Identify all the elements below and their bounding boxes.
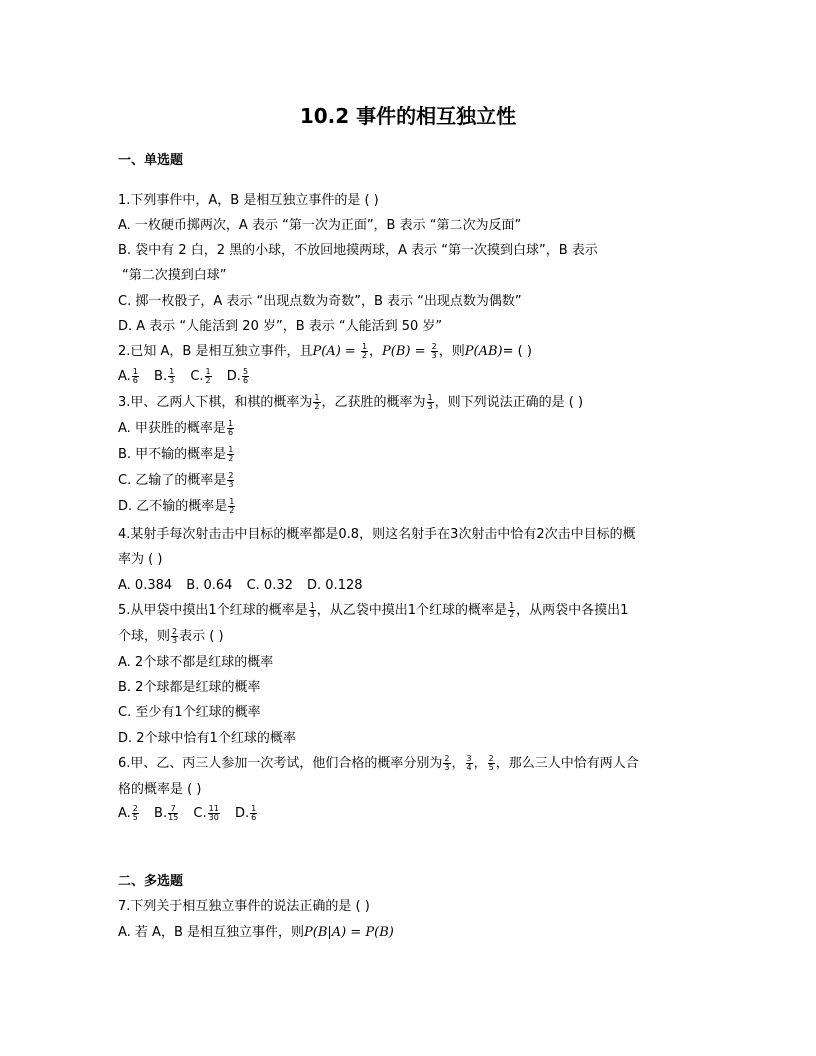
fraction-denominator: 2: [205, 376, 211, 385]
fraction-denominator: 3: [427, 402, 433, 411]
question-2-pb-fraction: [431, 343, 438, 360]
option-label: C.: [190, 369, 204, 384]
fraction-denominator: 15: [168, 813, 179, 822]
page-title: 10.2 事件的相互独立性: [299, 104, 517, 128]
question-2-separator: ，: [369, 344, 383, 359]
option-fraction: [250, 805, 257, 822]
question-6-option-d: [235, 805, 258, 823]
question-6-options: [118, 805, 258, 823]
question-1-option-c: C. 掷一枚骰子，A 表示 “出现点数为奇数”，B 表示 “出现点数为偶数”: [118, 294, 522, 309]
question-7-stem: 7.下列关于相互独立事件的说法正确的是 ( ): [118, 899, 370, 914]
question-4-option-b: B. 0.64: [186, 578, 233, 593]
question-4-option-c: C. 0.32: [246, 578, 293, 593]
question-2-stem: [118, 343, 532, 361]
fraction-numerator: 1: [427, 393, 433, 402]
fraction-denominator: 2: [509, 610, 515, 619]
fraction-denominator: 4: [466, 763, 472, 772]
fraction-numerator: 1: [228, 445, 234, 454]
question-2-option-d: [227, 368, 250, 386]
question-5-stem-part: ，从乙袋中摸出1个红球的概率是: [316, 603, 508, 618]
option-label: C.: [193, 806, 207, 821]
question-3-option-b: [118, 446, 235, 464]
question-6-stem: [118, 755, 639, 773]
question-6-option-b: [154, 805, 179, 823]
question-6-stem-part: 6.甲、乙、丙三人参加一次考试，他们合格的概率分别为: [118, 756, 443, 771]
question-6-option-c: [193, 805, 220, 823]
question-3-stem-part: ，乙获胜的概率为: [321, 395, 426, 410]
question-4-stem-continued: 率为 ( ): [118, 552, 163, 567]
question-1-option-d: D. A 表示 “人能活到 20 岁”，B 表示 “人能活到 50 岁”: [118, 319, 443, 334]
fraction-numerator: 2: [228, 471, 234, 480]
fraction-denominator: 3: [444, 763, 450, 772]
question-3-stem-part: ，则下列说法正确的是 ( ): [434, 395, 584, 410]
question-5-stem-part: 5.从甲袋中摸出1个红球的概率是: [118, 603, 308, 618]
fraction-denominator: 6: [251, 813, 257, 822]
question-1-option-b: B. 袋中有 2 白，2 黑的小球，不放回地摸两球，A 表示 “第一次摸到白球”，B 表示: [118, 243, 598, 258]
fraction-numerator: 2: [488, 754, 494, 763]
fraction-numerator: 1: [169, 367, 175, 376]
option-fraction: [227, 420, 234, 437]
fraction-numerator: 7: [168, 805, 178, 814]
fraction-numerator: 2: [172, 627, 178, 636]
fraction-numerator: 2: [132, 804, 138, 813]
question-2-option-c: [190, 368, 212, 386]
fraction-denominator: 3: [228, 480, 234, 489]
fraction-denominator: 6: [132, 376, 138, 385]
question-3-draw-fraction: [313, 394, 320, 411]
fraction-numerator: 1: [227, 419, 234, 428]
question-5-target-fraction: [171, 628, 178, 645]
fraction-denominator: 2: [228, 454, 234, 463]
question-1-option-b-continued: “第二次摸到白球”: [122, 268, 227, 283]
question-5-stem-part: 表示 ( ): [179, 629, 224, 644]
question-2-pa: P(A) =: [312, 344, 356, 359]
option-formula: P(B|A) = P(B): [304, 925, 394, 940]
option-label: A.: [118, 369, 131, 384]
fraction-numerator: 1: [314, 393, 320, 402]
question-5-option-c: C. 至少有1个红球的概率: [118, 705, 261, 720]
question-2-pa-fraction: [361, 343, 368, 360]
option-text: A. 若 A，B 是相互独立事件，则: [118, 925, 305, 940]
question-3-option-d: [118, 498, 236, 516]
question-5-bag-a-fraction: [309, 602, 316, 619]
option-text: B. 甲不输的概率是: [118, 447, 227, 462]
fraction-denominator: 3: [431, 351, 437, 360]
fraction-numerator: 1: [509, 601, 515, 610]
question-1-stem: 1.下列事件中，A，B 是相互独立事件的是 ( ): [118, 193, 379, 208]
fraction-numerator: 11: [208, 804, 219, 813]
question-2-stem-suffix: = ( ): [502, 344, 532, 359]
question-6-option-a: [118, 805, 140, 823]
question-3-option-a: [118, 420, 235, 438]
fraction-denominator: 6: [227, 428, 234, 437]
question-2-option-a: [118, 368, 140, 386]
option-fraction: [132, 805, 139, 822]
question-2-stem-prefix: 2.已知 A，B 是相互独立事件，且: [118, 344, 313, 359]
question-6-stem-part: ，那么三人中恰有两人合: [495, 756, 639, 771]
option-text: D. 乙不输的概率是: [118, 499, 228, 514]
option-text: C. 乙输了的概率是: [118, 473, 227, 488]
fraction-numerator: 3: [466, 754, 472, 763]
question-2-pab: P(AB): [464, 344, 503, 359]
question-5-option-a: A. 2个球不都是红球的概率: [118, 655, 274, 670]
fraction-numerator: 1: [361, 342, 368, 351]
question-3-win-fraction: [427, 394, 434, 411]
question-5-stem-part: 个球，则: [118, 629, 171, 644]
option-label: D.: [226, 369, 241, 384]
question-5-stem: [118, 602, 628, 620]
question-1-option-a: A. 一枚硬币掷两次，A 表示 “第一次为正面”，B 表示 “第二次为反面”: [118, 218, 522, 233]
question-5-stem-continued: [118, 628, 224, 646]
option-fraction: [205, 368, 212, 385]
question-6-fraction-1: [443, 755, 450, 772]
question-4-option-d: D. 0.128: [307, 578, 363, 593]
option-label: B.: [154, 806, 168, 821]
option-label: D.: [234, 806, 250, 821]
question-2-option-b: [154, 368, 176, 386]
fraction-denominator: 3: [309, 610, 315, 619]
question-5-bag-b-fraction: [508, 602, 515, 619]
section-heading-multiple-choice: 二、多选题: [118, 874, 184, 889]
fraction-numerator: 1: [251, 804, 257, 813]
option-label: A.: [118, 806, 131, 821]
fraction-numerator: 1: [309, 601, 315, 610]
option-fraction: [227, 446, 234, 463]
fraction-numerator: 5: [242, 367, 249, 376]
fraction-denominator: 6: [242, 376, 249, 385]
fraction-denominator: 2: [361, 351, 368, 360]
question-4-option-a: A. 0.384: [118, 578, 173, 593]
option-fraction: [168, 805, 178, 822]
fraction-numerator: 2: [444, 754, 450, 763]
fraction-denominator: 3: [169, 376, 175, 385]
question-2-then: ，则: [438, 344, 465, 359]
question-4-options: [118, 577, 363, 595]
fraction-numerator: 1: [229, 497, 235, 506]
question-6-separator: ，: [451, 756, 465, 771]
fraction-denominator: 30: [208, 813, 219, 822]
option-fraction: [228, 498, 235, 515]
option-label: B.: [154, 369, 168, 384]
question-7-option-a: [118, 924, 394, 942]
fraction-denominator: 2: [229, 506, 235, 515]
option-fraction: [227, 472, 234, 489]
fraction-denominator: 5: [132, 813, 138, 822]
question-5-option-d: D. 2个球中恰有1个红球的概率: [118, 731, 296, 746]
question-5-option-b: B. 2个球都是红球的概率: [118, 680, 261, 695]
option-fraction: [242, 368, 249, 385]
fraction-denominator: 3: [172, 636, 178, 645]
question-3-option-c: [118, 472, 235, 490]
section-heading-single-choice: 一、单选题: [118, 153, 184, 168]
question-6-fraction-3: [488, 755, 495, 772]
question-6-stem-continued: 格的概率是 ( ): [118, 782, 202, 797]
question-2-options: [118, 368, 250, 386]
option-text: A. 甲获胜的概率是: [118, 421, 226, 436]
question-3-stem: [118, 394, 583, 412]
option-fraction: [168, 368, 175, 385]
question-2-pb: P(B) =: [382, 344, 426, 359]
fraction-numerator: 1: [205, 367, 211, 376]
question-6-separator: ，: [473, 756, 487, 771]
question-5-stem-part: ，从两袋中各摸出1: [516, 603, 629, 618]
question-6-fraction-2: [466, 755, 473, 772]
fraction-denominator: 2: [314, 402, 320, 411]
fraction-numerator: 2: [431, 342, 437, 351]
question-3-stem-part: 3.甲、乙两人下棋，和棋的概率为: [118, 395, 313, 410]
option-fraction: [208, 805, 220, 822]
question-4-stem: 4.某射手每次射击击中目标的概率都是0.8，则这名射手在3次射击中恰有2次击中目标的概: [118, 527, 636, 542]
fraction-denominator: 5: [488, 763, 494, 772]
option-fraction: [132, 368, 139, 385]
fraction-numerator: 1: [132, 367, 138, 376]
